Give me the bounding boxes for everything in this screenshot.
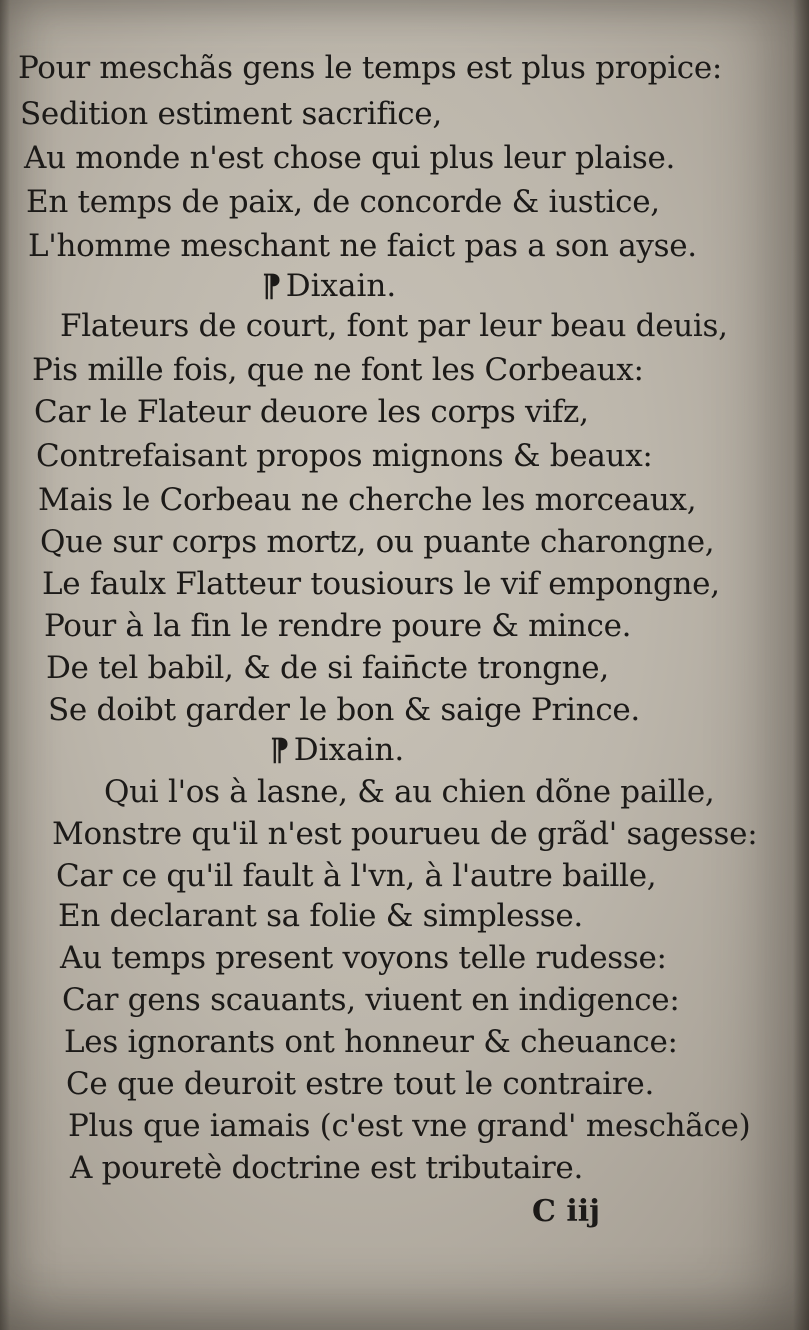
verse-line: Qui l'os à lasne, & au chien dõne paille, xyxy=(104,774,715,810)
verse-line: Ce que deuroit estre tout le contraire. xyxy=(66,1066,655,1102)
verse-line: Car gens scauants, viuent en indigence: xyxy=(62,982,680,1018)
verse-line: Les ignorants ont honneur & cheuance: xyxy=(64,1024,678,1060)
verse-line: Au temps present voyons telle rudesse: xyxy=(60,940,667,976)
verse-line: Plus que iamais (c'est vne grand' meschãce) xyxy=(68,1108,751,1144)
verse-line: Pour meschãs gens le temps est plus propice: xyxy=(18,50,723,86)
verse-line: En temps de paix, de concorde & iustice, xyxy=(26,184,660,220)
section-heading xyxy=(262,266,396,306)
verse-line: Mais le Corbeau ne cherche les morceaux, xyxy=(38,482,697,518)
verse-line: Monstre qu'il n'est pourueu de grãd' sagesse: xyxy=(52,816,758,852)
verse-line: Sedition estiment sacrifice, xyxy=(20,96,442,132)
signature-mark: C iij xyxy=(532,1194,600,1229)
pilcrow-icon: ¶ xyxy=(262,268,282,304)
verse-line: Au monde n'est chose qui plus leur plaise. xyxy=(24,140,676,176)
verse-line: Que sur corps mortz, ou puante charongne, xyxy=(40,524,715,560)
verse-line: En declarant sa folie & simplesse. xyxy=(58,898,583,934)
verse-line: Contrefaisant propos mignons & beaux: xyxy=(36,438,653,474)
verse-line: Pis mille fois, que ne font les Corbeaux: xyxy=(32,352,644,388)
verse-line: Flateurs de court, font par leur beau deuis, xyxy=(60,308,728,344)
verse-line: Car ce qu'il fault à l'vn, à l'autre baille, xyxy=(56,858,657,894)
verse-line: A pouretè doctrine est tributaire. xyxy=(70,1150,584,1186)
pilcrow-icon: ¶ xyxy=(270,732,290,768)
verse-line: L'homme meschant ne faict pas a son ayse. xyxy=(28,228,697,264)
verse-line: De tel babil, & de si fain̄cte trongne, xyxy=(46,650,609,686)
verse-line: Car le Flateur deuore les corps vifz, xyxy=(34,394,589,430)
verse-line: Pour à la fin le rendre poure & mince. xyxy=(44,608,632,644)
heading-text: Dixain. xyxy=(293,732,405,768)
verse-line: Le faulx Flatteur tousiours le vif empongne, xyxy=(42,566,720,602)
verse-line: Se doibt garder le bon & saige Prince. xyxy=(48,692,640,728)
heading-text: Dixain. xyxy=(285,268,397,304)
section-heading xyxy=(270,730,404,770)
